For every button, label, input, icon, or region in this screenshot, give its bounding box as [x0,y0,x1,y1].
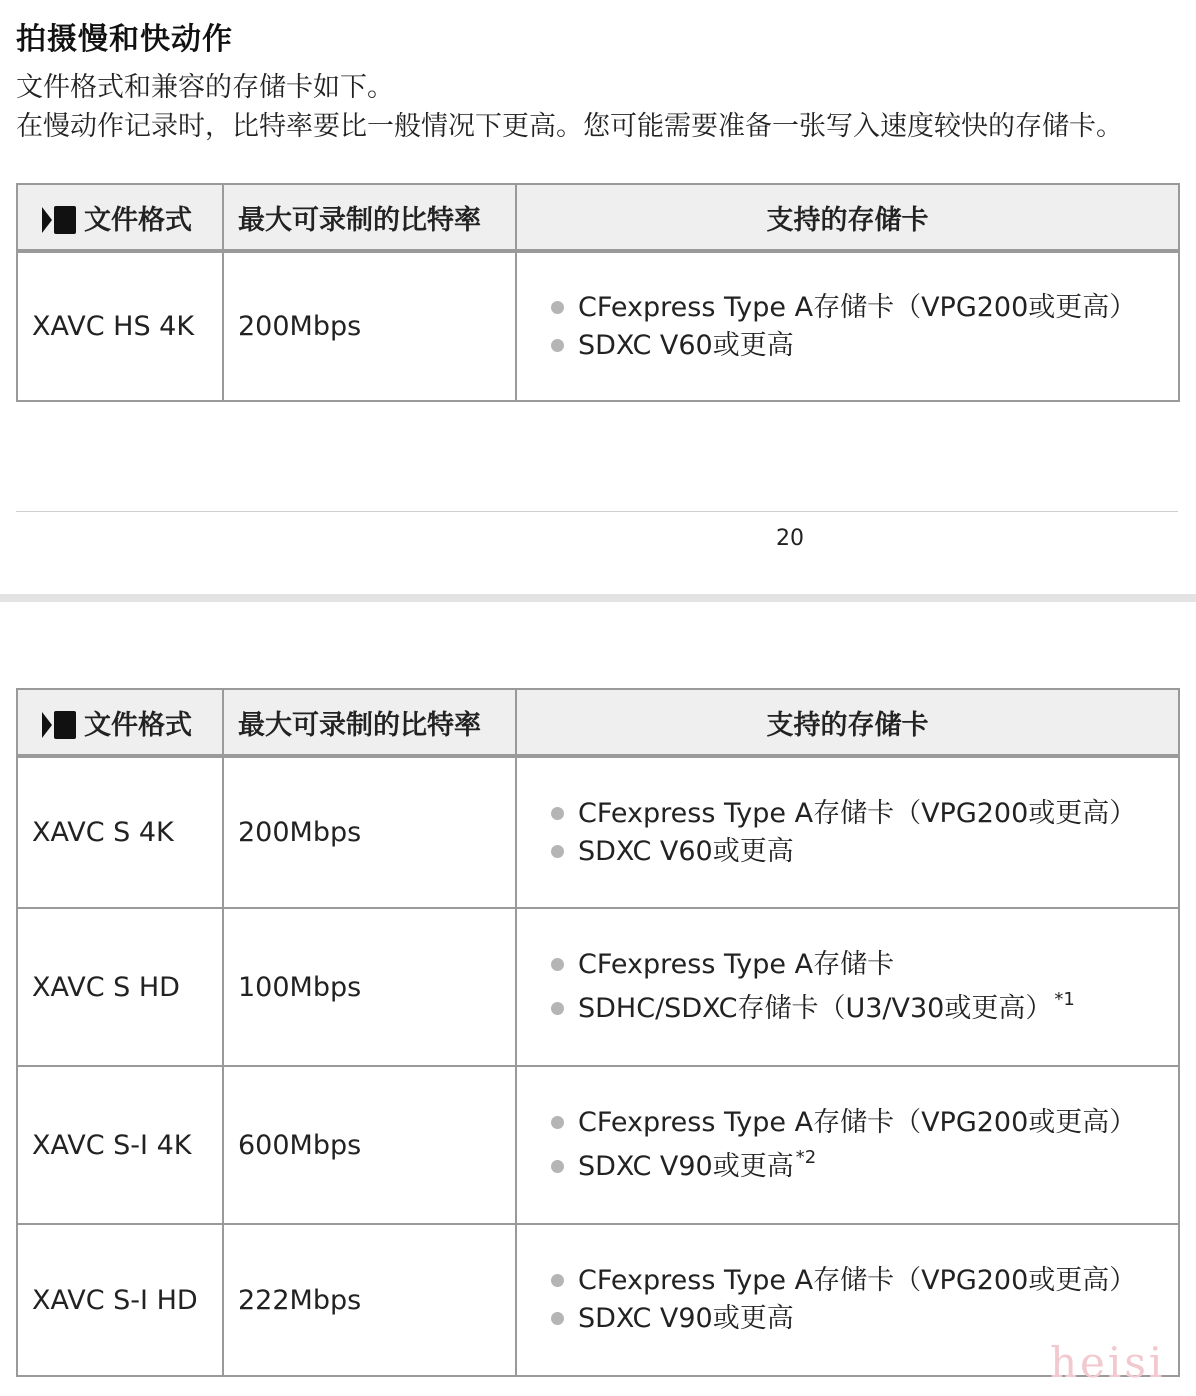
card-text: SDXC V90或更高 [578,1303,794,1334]
card-item [551,943,1178,987]
page-number: 20 [776,526,804,551]
watermark: heisi [1050,1338,1166,1387]
header-label: 文件格式 [84,709,192,741]
cell-cards [516,908,1179,1066]
card-compatibility-table [16,688,1180,1377]
cell-cards [516,756,1179,908]
movie-mode-icon [42,206,76,234]
footnote-mark: *2 [795,1147,817,1168]
page-separator [0,594,1196,602]
card-text: CFexpress Type A存储卡（VPG200或更高） [578,797,1137,829]
table-row [17,251,1179,401]
header-max-bitrate: 最大可录制的比特率 [223,689,516,756]
intro-text [16,68,1123,146]
card-compatibility-table [16,183,1180,402]
card-item [551,289,1178,327]
footnote-mark: *1 [1054,989,1075,1010]
card-item [551,1145,1178,1189]
table-row [17,1066,1179,1224]
card-text: CFexpress Type A存储卡（VPG200或更高） [578,1107,1137,1138]
card-item [551,1101,1178,1145]
card-text: SDXC V60或更高 [578,329,794,361]
intro-line: 在慢动作记录时，比特率要比一般情况下更高。您可能需要准备一张写入速度较快的存储卡。 [16,111,1123,142]
card-item [551,1300,1178,1338]
intro-line: 文件格式和兼容的存储卡如下。 [16,72,394,103]
table-row [17,756,1179,908]
card-item [551,833,1178,871]
card-text: CFexpress Type A存储卡 [578,949,895,980]
header-max-bitrate: 最大可录制的比特率 [223,184,516,251]
cell-bitrate: 200Mbps [223,251,516,401]
card-item [551,327,1178,365]
card-list [551,1101,1178,1189]
card-item [551,795,1178,833]
page-top [0,0,1196,594]
header-supported-cards: 支持的存储卡 [516,184,1179,251]
cell-format: XAVC S-I 4K [17,1066,223,1224]
header-file-format [17,689,223,756]
cell-format: XAVC S HD [17,908,223,1066]
table-header-row [17,184,1179,251]
table-row [17,908,1179,1066]
card-item [551,987,1178,1031]
table-row [17,1224,1179,1376]
cell-bitrate: 100Mbps [223,908,516,1066]
cell-bitrate: 200Mbps [223,756,516,908]
cell-format: XAVC HS 4K [17,251,223,401]
card-list [551,289,1178,365]
table-header-row [17,689,1179,756]
header-file-format [17,184,223,251]
header-label: 文件格式 [84,204,192,236]
cell-bitrate: 600Mbps [223,1066,516,1224]
card-list [551,795,1178,871]
card-list [551,1262,1178,1338]
page-bottom [0,602,1196,1396]
cell-format: XAVC S 4K [17,756,223,908]
cell-cards [516,1066,1179,1224]
header-supported-cards: 支持的存储卡 [516,689,1179,756]
card-text: CFexpress Type A存储卡（VPG200或更高） [578,1265,1137,1296]
card-text: SDXC V90或更高 [578,1151,794,1182]
card-text: SDXC V60或更高 [578,835,794,867]
card-text: SDHC/SDXC存储卡（U3/V30或更高） [578,993,1053,1024]
cell-cards [516,251,1179,401]
card-text: CFexpress Type A存储卡（VPG200或更高） [578,291,1137,323]
footer-divider [16,511,1178,512]
cell-format: XAVC S-I HD [17,1224,223,1376]
card-list [551,943,1178,1031]
card-item [551,1262,1178,1300]
page-title: 拍摄慢和快动作 [16,22,233,57]
movie-mode-icon [42,711,76,739]
cell-bitrate: 222Mbps [223,1224,516,1376]
